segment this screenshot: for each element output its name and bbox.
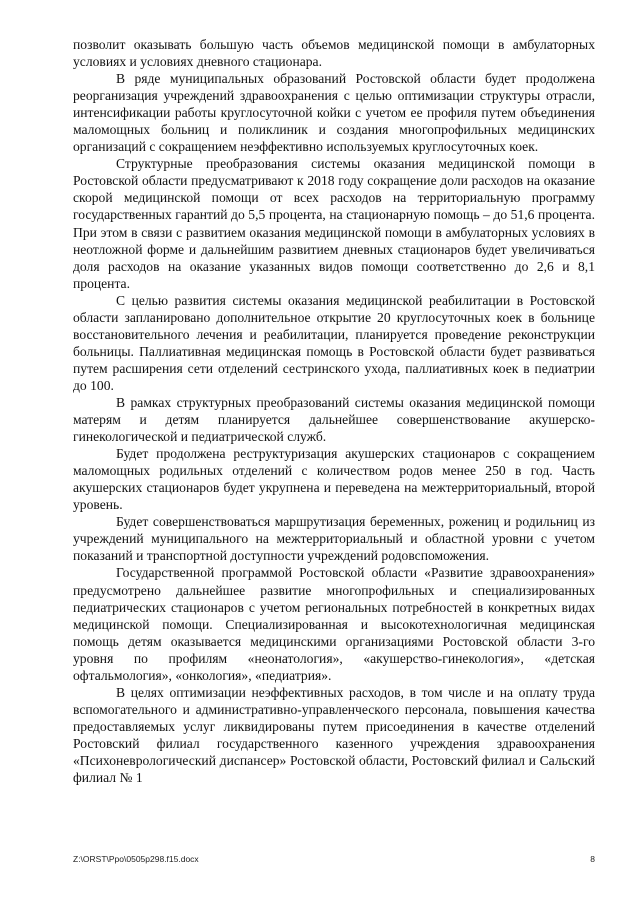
paragraph-optimization: В целях оптимизации неэффективных расходов, в том числе и на оплату труда вспомогательного и административно-управленческого персонала, повышения качества предоставляемых услуг ликвидированы путем присоединения в качестве отделений Ростовский филиал государственного казенного учреждения здравоохранения «Психоневрологический диспансер» Ростовской области, Ростовский филиал и Сальский филиал № 1 [73, 684, 595, 786]
paragraph-reorganization: В ряде муниципальных образований Ростовской области будет продолжена реорганизация учреждений здравоохранения с целью оптимизации структуры отрасли, интенсификации работы круглосуточной койки с учетом ее профиля путем объединения маломощных больниц и поликлиник и создания многопрофильных медицинских организаций с сокращением неэффективно используемых круглосуточных коек. [73, 71, 595, 155]
paragraph-rehabilitation: С целью развития системы оказания медицинской реабилитации в Ростовской области запланировано дополнительное открытие 20 круглосуточных коек в больнице восстановительного лечения и реабилитации, планируется проведение реконструкции больницы. Паллиативная медицинская помощь в Ростовской области будет развиваться путем расширения сети отделений сестринского ухода, паллиативных коек в педиатрии до 100. [73, 292, 595, 393]
paragraph-state-program: Государственной программой Ростовской области «Развитие здравоохранения» предусмотрено дальнейшее развитие многопрофильных и специализированных педиатрических стационаров с учетом региональных потребностей в конкретных видах медицинской помощи. Специализированная и высокотехнологичная медицинская помощь детям оказывается медицинскими организациями Ростовской области 3-го уровня по профилям «неонатология», «акушерство-гинекология», «детская офтальмология», «онкология», «педиатрия». [73, 565, 595, 683]
paragraph-routing: Будет совершенствоваться маршрутизация беременных, рожениц и родильниц из учреждений муниципального на межтерриториальный и областной уровни с учетом показаний и транспортной доступности учреждений родовспоможения. [73, 514, 595, 564]
page-number: 8 [590, 854, 595, 864]
footer-file-path: Z:\ORST\Ppo\0505p298.f15.docx [73, 854, 199, 864]
paragraph-structural-changes: Структурные преобразования системы оказания медицинской помощи в Ростовской области предусматривают к 2018 году сокращение доли расходов на оказание скорой медицинской помощи от всех расходов на территориальную программу государственных гарантий до 5,5 процента, на стационарную помощь – до 51,6 процента. При этом в связи с развитием оказания медицинской помощи в амбулаторных условиях в неотложной форме и дальнейшим развитием дневных стационаров будет увеличиваться доля расходов на оказание указанных видов помощи соответственно до 2,6 и 8,1 процента. [73, 156, 595, 291]
paragraph-continuation: позволит оказывать большую часть объемов медицинской помощи в амбулаторных условиях и условиях дневного стационара. [73, 37, 595, 70]
paragraph-obstetric-restructuring: Будет продолжена реструктуризация акушерских стационаров с сокращением маломощных родильных отделений с количеством родов менее 250 в год. Часть акушерских стационаров будет укрупнена и переведена на межтерриториальный, второй уровень. [73, 446, 595, 513]
document-body [73, 36, 595, 786]
paragraph-maternal-child-care: В рамках структурных преобразований системы оказания медицинской помощи матерям и детям планируется дальнейшее совершенствование акушерско-гинекологической и педиатрической служб. [73, 394, 595, 445]
